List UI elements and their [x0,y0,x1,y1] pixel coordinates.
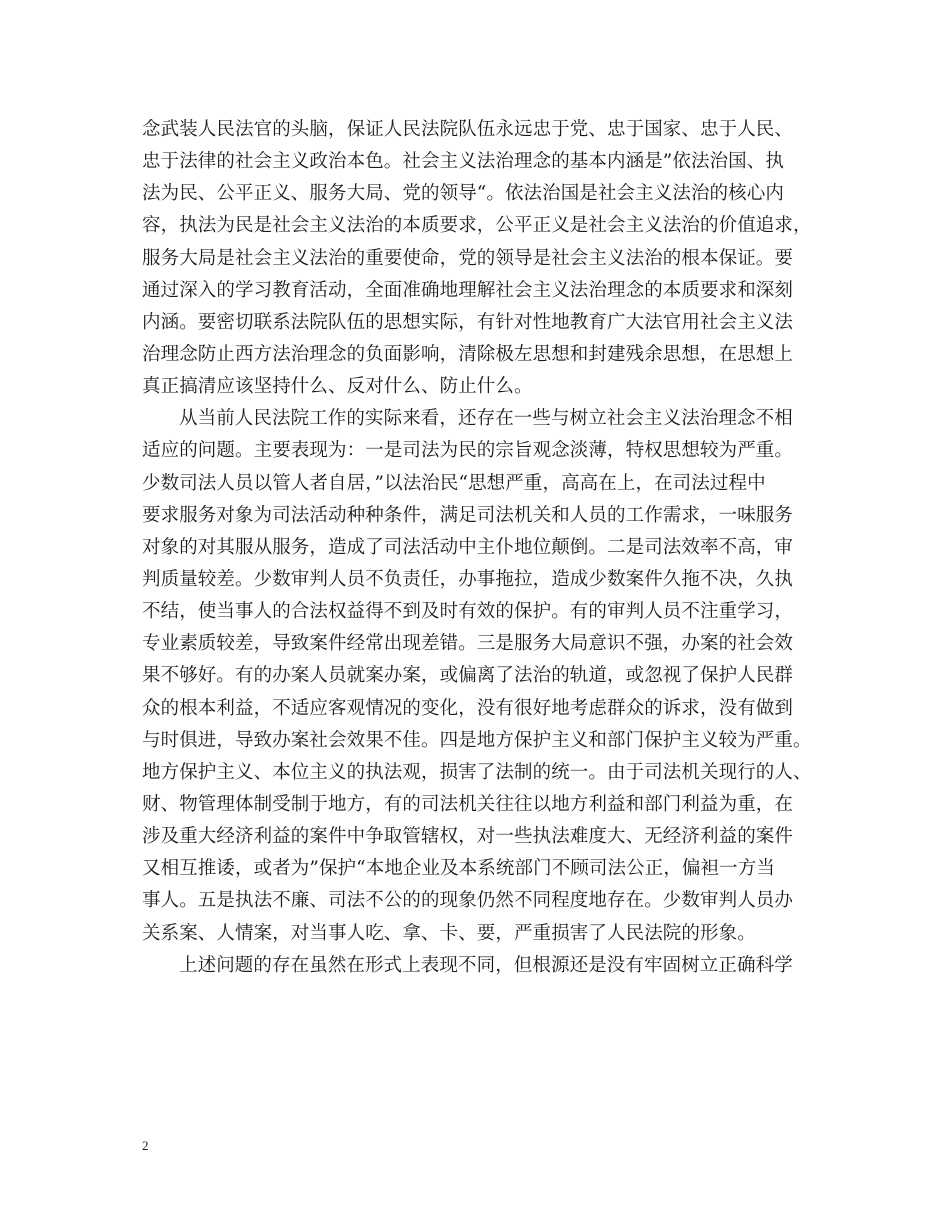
text-line: 通过深入的学习教育活动，全面准确地理解社会主义法治理念的本质要求和深刻 [142,279,794,301]
text-line: 真正搞清应该坚持什么、反对什么、防止什么。 [142,376,533,398]
text-line: 涉及重大经济利益的案件中争取管辖权，对一些执法难度大、无经济利益的案件 [142,826,794,848]
text-line: 地方保护主义、本位主义的执法观，损害了法制的统一。由于司法机关现行的人、 [142,761,812,783]
text-line: 念武装人民法官的头脑，保证人民法院队伍永远忠于党、忠于国家、忠于人民、 [142,119,794,140]
text-line: 适应的问题。主要表现为：一是司法为民的宗旨观念淡薄，特权思想较为严重。 [142,440,794,462]
text-line: 众的根本利益，不适应客观情况的变化，没有很好地考虑群众的诉求，没有做到 [142,697,794,719]
text-line: 果不够好。有的办案人员就案办案，或偏离了法治的轨道，或忽视了保护人民群 [142,665,794,687]
text-line: 关系案、人情案，对当事人吃、拿、卡、要，严重损害了人民法院的形象。 [142,922,756,944]
text-line: 要求服务对象为司法活动种种条件，满足司法机关和人员的工作需求，一味服务 [142,504,794,526]
text-line: 内涵。要密切联系法院队伍的思想实际，有针对性地教育广大法官用社会主义法 [142,311,794,333]
text-line: 事人。五是执法不廉、司法不公的的现象仍然不同程度地存在。少数审判人员办 [142,890,794,912]
text-line: 财、物管理体制受制于地方，有的司法机关往往以地方利益和部门利益为重，在 [142,793,794,815]
page-number: 2 [142,1138,149,1153]
text-line: 专业素质较差，导致案件经常出现差错。三是服务大局意识不强，办案的社会效 [142,633,794,655]
text-line: 又相互推诿，或者为”保护“本地企业及本系统部门不顾司法公正，偏袒一方当 [142,858,775,880]
text-line: 判质量较差。少数审判人员不负责任，办事拖拉，造成少数案件久拖不决，久执 [142,568,794,590]
text-line: 治理念防止西方法治理念的负面影响，清除极左思想和封建残余思想，在思想上 [142,343,794,365]
text-line: 上述问题的存在虽然在形式上表现不同，但根源还是没有牢固树立正确科学 [179,954,793,976]
text-line: 与时俱进，导致办案社会效果不佳。四是地方保护主义和部门保护主义较为严重。 [142,729,812,751]
text-line: 不结，使当事人的合法权益得不到及时有效的保护。有的审判人员不注重学习， [142,601,794,623]
text-line: 对象的对其服从服务，造成了司法活动中主仆地位颠倒。二是司法效率不高，审 [142,536,794,558]
body-text [142,114,822,982]
text-line: 容，执法为民是社会主义法治的本质要求，公平正义是社会主义法治的价值追求， [142,215,812,237]
text-line: 服务大局是社会主义法治的重要使命，党的领导是社会主义法治的根本保证。要 [142,247,794,269]
text-line: 忠于法律的社会主义政治本色。社会主义法治理念的基本内涵是”依法治国、执 [142,151,784,173]
text-line: 从当前人民法院工作的实际来看，还存在一些与树立社会主义法治理念不相 [179,408,793,430]
text-line: 法为民、公平正义、服务大局、党的领导“。依法治国是社会主义法治的核心内 [142,183,784,205]
text-line: 少数司法人员以管人者自居，”以法治民“思想严重，高高在上，在司法过程中 [142,472,766,494]
